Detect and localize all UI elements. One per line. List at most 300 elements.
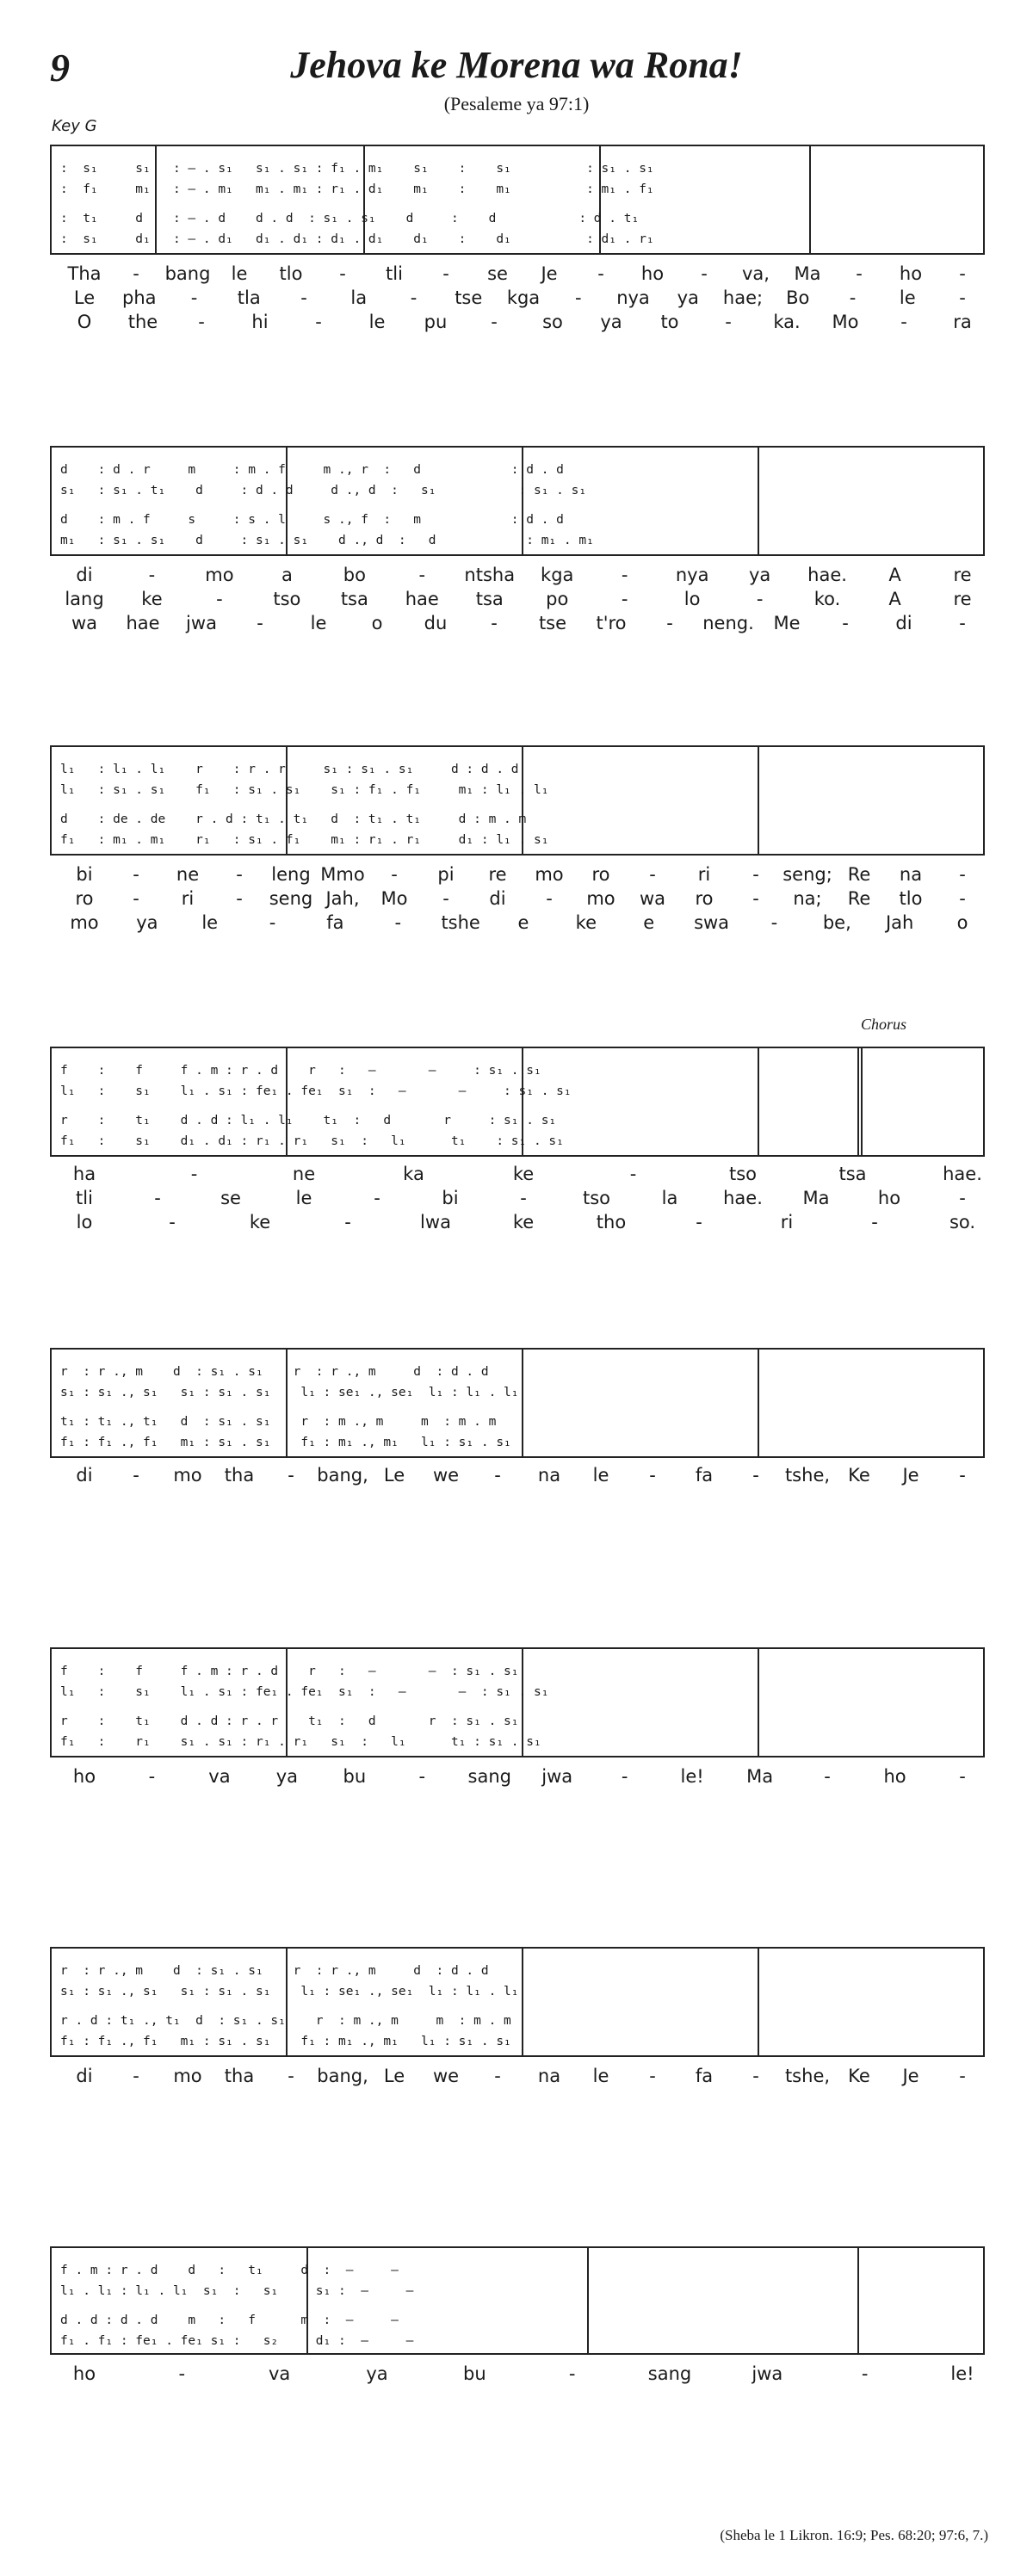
syllable: A (888, 565, 901, 585)
hyphen: - (824, 1766, 831, 1787)
syllable: so (542, 312, 563, 332)
hyphen: - (374, 1188, 380, 1208)
syllable: hae (126, 613, 160, 633)
syllable: va, (742, 263, 770, 284)
hyphen: - (418, 1766, 426, 1787)
hyphen: - (216, 589, 223, 609)
syllable: Je (541, 263, 558, 284)
hyphen: - (300, 287, 307, 308)
hyphen: - (133, 864, 139, 885)
syllable: hae; (722, 287, 764, 308)
syllable: le (899, 287, 916, 308)
syllable: nya (616, 287, 650, 308)
syllable: sang (467, 1766, 511, 1787)
hyphen: - (856, 263, 863, 284)
syllable: Mo (380, 888, 408, 909)
solfa-row: r : t₁ d . d : l₁ . l₁ t₁ : d r : s₁ . s₁ (60, 1114, 557, 1127)
syllable: le (592, 2066, 609, 2086)
hyphen: - (959, 1188, 966, 1208)
lyric-line (50, 2362, 985, 2386)
syllable: be, (822, 912, 851, 933)
syllable: Jah (885, 912, 914, 933)
solfa-row: l₁ : s₁ l₁ . s₁ : fe₁ . fe₁ s₁ : — — : s₁ . s₁ (60, 1084, 572, 1098)
syllable: A (888, 589, 901, 609)
hyphen: - (494, 2066, 501, 2086)
syllable: tsa (340, 589, 368, 609)
syllable: to (660, 312, 679, 332)
syllable: ho (72, 1766, 96, 1787)
syllable: lang (65, 589, 104, 609)
syllable: ko. (813, 589, 841, 609)
syllable: ya (275, 1766, 299, 1787)
solfa-row: : f₁ m₁ : – . m₁ m₁ . m₁ : r₁ . d₁ m₁ : m₁ : m₁ . f₁ (60, 182, 654, 196)
syllable: ke (512, 1212, 535, 1232)
syllable: mo (173, 1465, 202, 1486)
lyric-line (50, 587, 985, 611)
syllable: mo (173, 2066, 202, 2086)
syllable: va (208, 1766, 231, 1787)
solfa-row: d . d : d . d m : f m : — — (60, 2313, 399, 2327)
syllable: e (643, 912, 655, 933)
hyphen: - (770, 912, 778, 933)
syllable: bu (343, 1766, 367, 1787)
solfa-row: : t₁ d : – . d d . d : s₁ . s₁ d : d : d . t₁ (60, 212, 640, 225)
syllable: di (76, 2066, 93, 2086)
syllable: Re (847, 864, 871, 885)
syllable: Mo (832, 312, 859, 332)
syllable: fa (695, 1465, 714, 1486)
hyphen: - (178, 2363, 186, 2384)
solfa-row: f : f f . m : r . d r : — — : s₁ . s₁ (60, 1665, 519, 1678)
syllable: fa (695, 2066, 714, 2086)
syllable: tli (386, 263, 403, 284)
hyphen: - (621, 565, 628, 585)
syllable: Ma (746, 1766, 774, 1787)
syllable: le (368, 312, 386, 332)
syllable: re (953, 565, 972, 585)
hyphen: - (491, 613, 498, 633)
syllable: bo (343, 565, 366, 585)
syllable: ke (512, 1164, 535, 1184)
syllable: mo (586, 888, 615, 909)
hyphen: - (133, 888, 139, 909)
solfa-row: m₁ : s₁ . s₁ d : s₁ . s₁ d ., d : d : m₁ . m₁ (60, 534, 594, 547)
syllable: tsa (838, 1164, 867, 1184)
syllable: ri (697, 864, 711, 885)
syllable: Le (73, 287, 96, 308)
syllable: tho (596, 1212, 627, 1232)
lyric-line (50, 310, 985, 334)
syllable: se (220, 1188, 241, 1208)
syllable: tli (76, 1188, 93, 1208)
hyphen: - (198, 312, 205, 332)
syllable: so. (949, 1212, 976, 1232)
lyric-line (50, 262, 985, 286)
solfa-row: t₁ : t₁ ., t₁ d : s₁ . s₁ r : m ., m m : m . m (60, 1415, 497, 1429)
hyphen: - (842, 613, 849, 633)
hyphen: - (959, 888, 966, 909)
syllable: ya (600, 312, 622, 332)
hyphen: - (849, 287, 857, 308)
syllable: bi (442, 1188, 459, 1208)
hyphen: - (861, 2363, 869, 2384)
lyric-line (50, 1463, 985, 1487)
syllable: Jah, (325, 888, 360, 909)
syllable: hae. (723, 1188, 763, 1208)
syllable: va (269, 2363, 291, 2384)
syllable: jwa (541, 1766, 573, 1787)
syllable: lo (684, 589, 701, 609)
syllable: Ma (794, 263, 821, 284)
syllable: du (424, 613, 448, 633)
syllable: Tha (67, 263, 102, 284)
lyric-line (50, 1764, 985, 1788)
staff-system (50, 1647, 985, 1757)
hyphen: - (494, 1465, 501, 1486)
syllable: na (537, 2066, 561, 2086)
syllable: la (661, 1188, 678, 1208)
hyphen: - (568, 2363, 576, 2384)
syllable: we (432, 1465, 460, 1486)
syllable: tso (582, 1188, 611, 1208)
syllable: di (76, 565, 93, 585)
syllable: bang, (317, 2066, 368, 2086)
syllable: pu (424, 312, 448, 332)
hyphen: - (148, 1766, 156, 1787)
syllable: ya (366, 2363, 388, 2384)
syllable: o (371, 613, 383, 633)
syllable: seng; (782, 864, 832, 885)
syllable: ya (136, 912, 158, 933)
hyphen: - (597, 263, 604, 284)
syllable: ne (176, 864, 200, 885)
hyphen: - (621, 1766, 628, 1787)
staff-system (50, 2246, 985, 2355)
syllable: tla (237, 287, 261, 308)
syllable: ra (953, 312, 972, 332)
lyric-line (50, 911, 985, 935)
syllable: ho (640, 263, 665, 284)
solfa-row: f₁ : s₁ d₁ . d₁ : r₁ . r₁ s₁ : l₁ t₁ : s₁ . s₁ (60, 1134, 564, 1148)
hyphen: - (752, 2066, 759, 2086)
solfa-row: d : m . f s : s . l s ., f : m : d . d (60, 513, 564, 527)
staff-system (50, 745, 985, 856)
syllable: la (350, 287, 368, 308)
hyphen: - (959, 2066, 966, 2086)
syllable: ya (677, 287, 699, 308)
solfa-row: s₁ : s₁ ., s₁ s₁ : s₁ . s₁ l₁ : se₁ ., se₁ l₁ : l₁ . l₁ (60, 1386, 519, 1399)
syllable: na; (793, 888, 822, 909)
solfa-row: l₁ : l₁ . l₁ r : r . r s₁ : s₁ . s₁ d : d . d (60, 763, 519, 776)
solfa-row: r : r ., m d : s₁ . s₁ r : r ., m d : d . d (60, 1964, 489, 1978)
syllable: ka (403, 1164, 424, 1184)
syllable: Je (902, 2066, 919, 2086)
hyphen: - (391, 864, 398, 885)
hyphen: - (546, 888, 553, 909)
lyric-line (50, 611, 985, 635)
syllable: le! (950, 2363, 974, 2384)
syllable: wa (71, 613, 98, 633)
syllable: tha (224, 1465, 255, 1486)
solfa-row: f : f f . m : r . d r : — — : s₁ . s₁ (60, 1064, 541, 1078)
syllable: di (895, 613, 912, 633)
syllable: Bo (786, 287, 810, 308)
solfa-row: f₁ : m₁ . m₁ r₁ : s₁ . f₁ m₁ : r₁ . r₁ d₁ : l₁ . s₁ (60, 833, 549, 847)
hyphen: - (257, 613, 263, 633)
syllable: tlo (279, 263, 303, 284)
hyphen: - (959, 263, 966, 284)
hyphen: - (621, 589, 628, 609)
hyphen: - (394, 912, 402, 933)
syllable: le (231, 263, 248, 284)
syllable: ntsha (464, 565, 516, 585)
syllable: tshe, (784, 2066, 831, 2086)
solfa-row: r : r ., m d : s₁ . s₁ r : r ., m d : d . d (60, 1365, 489, 1379)
syllable: t'ro (596, 613, 627, 633)
solfa-row: l₁ : s₁ l₁ . s₁ : fe₁ . fe₁ s₁ : — — : s₁ . s₁ (60, 1685, 549, 1699)
hyphen: - (701, 263, 708, 284)
hyphen: - (344, 1212, 351, 1232)
hyphen: - (696, 1212, 702, 1232)
hyphen: - (756, 589, 764, 609)
syllable: di (489, 888, 506, 909)
hyphen: - (666, 613, 673, 633)
syllable: hae. (807, 565, 847, 585)
hyphen: - (410, 287, 418, 308)
hyphen: - (148, 565, 156, 585)
syllable: neng. (702, 613, 754, 633)
syllable: o (956, 912, 968, 933)
syllable: O (77, 312, 92, 332)
syllable: hi (251, 312, 269, 332)
syllable: ri (181, 888, 195, 909)
syllable: tse (538, 613, 567, 633)
syllable: le (592, 1465, 609, 1486)
syllable: Mmo (320, 864, 365, 885)
syllable: kga (506, 287, 541, 308)
syllable: Le (383, 1465, 405, 1486)
hyphen: - (900, 312, 907, 332)
hyphen: - (190, 287, 198, 308)
syllable: ro (695, 888, 714, 909)
syllable: leng (271, 864, 311, 885)
syllable: ke (141, 589, 163, 609)
syllable: bu (463, 2363, 486, 2384)
hyphen: - (725, 312, 732, 332)
hyphen: - (752, 864, 759, 885)
syllable: Me (773, 613, 801, 633)
syllable: ke (249, 1212, 271, 1232)
syllable: lo (76, 1212, 93, 1232)
lyric-line (50, 1186, 985, 1210)
hyphen: - (629, 1164, 637, 1184)
syllable: re (953, 589, 972, 609)
lyric-line (50, 886, 985, 911)
syllable: seng (269, 888, 313, 909)
syllable: a (281, 565, 293, 585)
hyphen: - (154, 1188, 161, 1208)
syllable: le (310, 613, 327, 633)
lyric-line (50, 2064, 985, 2088)
syllable: pi (437, 864, 455, 885)
syllable: swa (694, 912, 730, 933)
hyphen: - (133, 263, 139, 284)
syllable: tshe (441, 912, 480, 933)
syllable: ne (292, 1164, 316, 1184)
syllable: bi (76, 864, 93, 885)
hyphen: - (169, 1212, 176, 1232)
syllable: Je (902, 1465, 919, 1486)
syllable: lwa (420, 1212, 451, 1232)
solfa-row: s₁ : s₁ ., s₁ s₁ : s₁ . s₁ l₁ : se₁ ., se₁ l₁ : l₁ . l₁ (60, 1985, 519, 1998)
hyphen: - (315, 312, 322, 332)
hyphen: - (959, 613, 966, 633)
hyphen: - (649, 864, 656, 885)
syllable: tshe, (784, 1465, 831, 1486)
solfa-row: f₁ . f₁ : fe₁ . fe₁ s₁ : s₂ d₁ : — — (60, 2334, 414, 2348)
syllable: ho (72, 2363, 96, 2384)
syllable: ho (899, 263, 923, 284)
syllable: hae. (943, 1164, 982, 1184)
syllable: hae (405, 589, 439, 609)
hyphen: - (871, 1212, 878, 1232)
lyric-line (50, 862, 985, 886)
syllable: wa (639, 888, 666, 909)
syllable: bang, (317, 1465, 368, 1486)
hyphen: - (491, 312, 498, 332)
syllable: nya (675, 565, 709, 585)
syllable: Re (847, 888, 871, 909)
hyphen: - (190, 1164, 198, 1184)
syllable: le (295, 1188, 312, 1208)
syllable: the (127, 312, 158, 332)
hyphen: - (133, 2066, 139, 2086)
solfa-row: d : de . de r . d : t₁ . t₁ d : t₁ . t₁ d : m . m (60, 812, 527, 826)
hyphen: - (236, 864, 243, 885)
hyphen: - (339, 263, 346, 284)
syllable: fa (326, 912, 344, 933)
syllable: e (517, 912, 529, 933)
solfa-row: l₁ . l₁ : l₁ . l₁ s₁ : s₁ s₁ : — — (60, 2284, 414, 2298)
syllable: kga (541, 565, 574, 585)
hyphen: - (649, 2066, 656, 2086)
hyphen: - (520, 1188, 527, 1208)
lyric-line (50, 1162, 985, 1186)
syllable: le (201, 912, 219, 933)
syllable: mo (535, 864, 564, 885)
chorus-label: Chorus (861, 1016, 907, 1033)
syllable: po (546, 589, 569, 609)
staff-system (50, 446, 985, 556)
syllable: di (76, 1465, 93, 1486)
syllable: jwa (186, 613, 217, 633)
syllable: mo (70, 912, 99, 933)
hyphen: - (442, 263, 449, 284)
syllable: tse (455, 287, 483, 308)
hyphen: - (288, 2066, 294, 2086)
hyphen: - (442, 888, 449, 909)
syllable: se (487, 263, 508, 284)
staff-system (50, 1947, 985, 2057)
hyphen: - (649, 1465, 656, 1486)
syllable: tsa (475, 589, 504, 609)
solfa-row: f₁ : r₁ s₁ . s₁ : r₁ . r₁ s₁ : l₁ t₁ : s₁ . s₁ (60, 1735, 541, 1749)
syllable: ho (877, 1188, 901, 1208)
lyric-line (50, 286, 985, 310)
hyphen: - (959, 864, 966, 885)
hyphen: - (752, 888, 759, 909)
hyphen: - (959, 1766, 966, 1787)
syllable: we (432, 2066, 460, 2086)
solfa-row: d : d . r m : m . f m ., r : d : d . d (60, 463, 564, 477)
solfa-row: f₁ : f₁ ., f₁ m₁ : s₁ . s₁ f₁ : m₁ ., m₁ l₁ : s₁ . s₁ (60, 1436, 511, 1449)
solfa-row: l₁ : s₁ . s₁ f₁ : s₁ . s₁ s₁ : f₁ . f₁ m₁ : l₁ . l₁ (60, 783, 549, 797)
syllable: ho (883, 1766, 906, 1787)
syllable: ka. (773, 312, 801, 332)
lyric-line (50, 563, 985, 587)
syllable: tlo (899, 888, 923, 909)
hyphen: - (959, 1465, 966, 1486)
syllable: tha (224, 2066, 255, 2086)
syllable: ha (72, 1164, 96, 1184)
syllable: na (899, 864, 923, 885)
syllable: mo (205, 565, 234, 585)
syllable: bang (164, 263, 211, 284)
staff-system (50, 1047, 985, 1157)
syllable: tso (273, 589, 301, 609)
syllable: ro (75, 888, 94, 909)
syllable: Le (383, 2066, 405, 2086)
staff-system (50, 145, 985, 255)
syllable: jwa (752, 2363, 783, 2384)
solfa-row: r : t₁ d . d : r . r t₁ : d r : s₁ . s₁ (60, 1714, 519, 1728)
hyphen: - (574, 287, 582, 308)
syllable: Ke (848, 1465, 870, 1486)
hyphen: - (269, 912, 276, 933)
hymn-number: 9 (50, 46, 70, 90)
lyric-line (50, 1210, 985, 1234)
hymn-title: Jehova ke Morena wa Rona! (290, 44, 743, 86)
hyphen: - (133, 1465, 139, 1486)
hyphen: - (959, 287, 966, 308)
solfa-row: s₁ : s₁ . t₁ d : d . d d ., d : s₁ : s₁ . s₁ (60, 484, 587, 497)
solfa-row: f . m : r . d d : t₁ d : — — (60, 2264, 399, 2277)
solfa-row: : s₁ d₁ : – . d₁ d₁ . d₁ : d₁ . d₁ d₁ : d₁ : d₁ . r₁ (60, 232, 654, 246)
hyphen: - (288, 1465, 294, 1486)
syllable: tso (728, 1164, 758, 1184)
syllable: Ma (802, 1188, 830, 1208)
syllable: na (537, 1465, 561, 1486)
syllable: le! (680, 1766, 704, 1787)
staff-system (50, 1348, 985, 1458)
syllable: pha (121, 287, 157, 308)
syllable: ro (591, 864, 610, 885)
hymn-subtitle: (Pesaleme ya 97:1) (443, 93, 590, 114)
hyphen: - (752, 1465, 759, 1486)
solfa-row: : s₁ s₁ : – . s₁ s₁ . s₁ : f₁ . m₁ s₁ : s₁ : s₁ . s₁ (60, 162, 654, 176)
syllable: re (488, 864, 507, 885)
key-signature: Key G (52, 117, 97, 135)
syllable: ke (575, 912, 597, 933)
scripture-reference: (Sheba le 1 Likron. 16:9; Pes. 68:20; 97:6, 7.) (720, 2527, 988, 2543)
hyphen: - (236, 888, 243, 909)
syllable: Ke (848, 2066, 870, 2086)
solfa-row: r . d : t₁ ., t₁ d : s₁ . s₁ r : m ., m m : m . m (60, 2014, 511, 2028)
syllable: ri (780, 1212, 794, 1232)
solfa-row: f₁ : f₁ ., f₁ m₁ : s₁ . s₁ f₁ : m₁ ., m₁ l₁ : s₁ . s₁ (60, 2035, 511, 2048)
syllable: ya (748, 565, 771, 585)
hyphen: - (418, 565, 426, 585)
